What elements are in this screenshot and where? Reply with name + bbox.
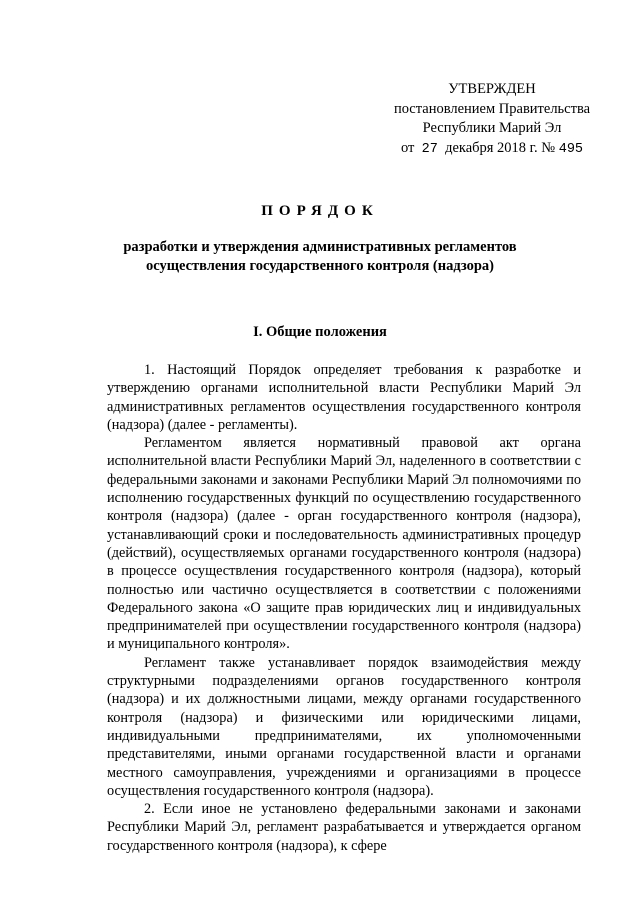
approval-stamp xyxy=(362,80,622,159)
approval-authority: постановлением Правительства xyxy=(393,100,591,117)
approval-number: 495 xyxy=(558,141,584,157)
document-body xyxy=(107,361,581,855)
section-heading: I. Общие положения xyxy=(253,324,387,340)
document-subtitle xyxy=(100,238,540,276)
approval-heading: УТВЕРЖДЕН xyxy=(448,81,536,97)
paragraph: 1. Настоящий Порядок определяет требования к разработке и утверждению органами исполнительной власти Республики Марий Эл административных регламентов осуществления государственного контроля (надзора) (далее - регламенты). xyxy=(107,362,581,433)
approval-day: 27 xyxy=(421,141,438,157)
paragraph: 2. Если иное не установлено федеральными законами и законами Республики Марий Эл, регламент разрабатывается и утверждается органом государственного контроля (надзора), к сфере xyxy=(107,801,581,854)
paragraph: Регламент также устанавливает порядок взаимодействия между структурными подразделениями органов государственного контроля (надзора) и их должностными лицами, между органами государственного контроля (надзора) и физическими или юридическими лицами, индивидуальными предпринимателями, их уполномоченными представителями, иными органами государственной власти и органами местного самоуправления, учреждениями и организациями в процессе осуществления государственного контроля (надзора). xyxy=(107,654,581,799)
approval-date-prefix: от xyxy=(400,139,415,156)
approval-region: Республики Марий Эл xyxy=(422,120,562,137)
subtitle-line-1: разработки и утверждения административных регламентов xyxy=(123,239,517,255)
paragraph: Регламентом является нормативный правовой акт органа исполнительной власти Республики Марий Эл, наделенного в соответствии с федеральными законами и законами Республики Марий Эл полномочиями по исполнению государственных функций по осуществлению государственного контроля (надзора) (далее - орган государственного контроля (надзора), устанавливающий сроки и последовательность административных процедур (действий), осуществляемых органами государственного контроля (надзора) в процессе осуществления государственного контроля (надзора), который полностью или частично осуществляется в соответствии с положениями Федерального закона «О защите прав юридических лиц и индивидуальных предпринимателей при осуществлении государственного контроля (надзора) и муниципального контроля». xyxy=(107,435,581,653)
approval-month-year: декабря 2018 г. № xyxy=(445,139,556,156)
approval-date-line xyxy=(362,139,622,160)
document-title: ПОРЯДОК xyxy=(261,203,379,219)
subtitle-line-2: осуществления государственного контроля (надзора) xyxy=(145,258,494,274)
